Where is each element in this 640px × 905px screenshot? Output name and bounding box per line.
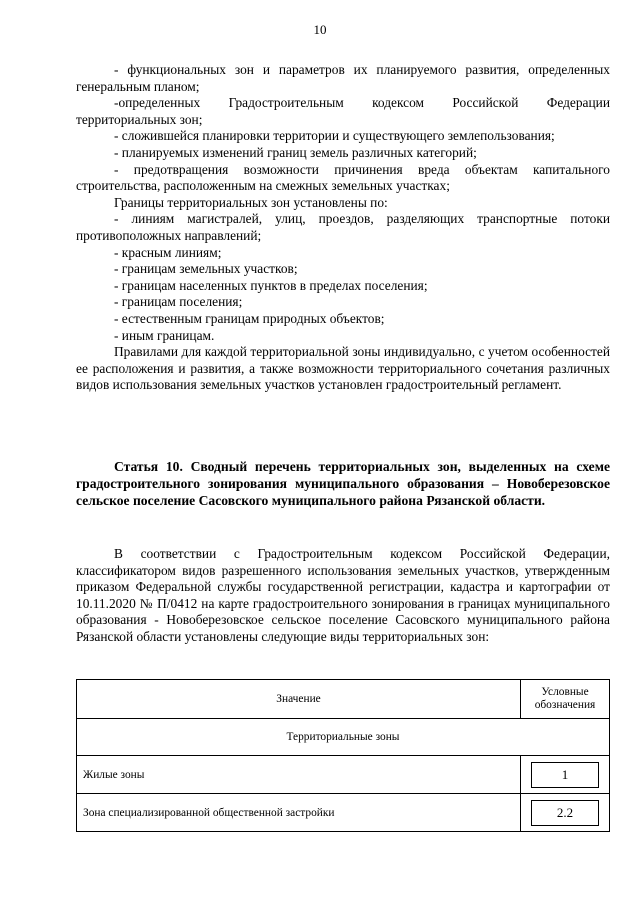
header-name: Значение <box>77 680 521 719</box>
zone-code: 1 <box>531 762 599 788</box>
list-item: - линиям магистралей, улиц, проездов, разделяющих транспортные потоки противоположных направлений; <box>76 211 610 243</box>
zones-table <box>76 679 610 832</box>
table-header-row <box>77 680 610 719</box>
list-item: -определенных Градостроительным кодексом Российской Федерации территориальных зон; <box>76 95 610 127</box>
table-row <box>77 756 610 794</box>
table-group-row <box>77 719 610 756</box>
list-item: - предотвращения возможности причинения вреда объектам капитального строительства, расположенным на смежных земельных участках; <box>76 161 610 194</box>
article-paragraph: В соответствии с Градостроительным кодексом Российской Федерации, классификатором видов разрешенного использования земельных участков, утвержденным приказом Федеральной службы государственной регистрации, кадастра и картографии от 10.11.2020 № П/0412 на карте градостроительного зонирования в границах муниципального образования - Новоберезовское сельское поселение Сасовского муниципального района Рязанской области установлены следующие виды территориальных зон: <box>76 546 610 644</box>
list-item: - границам земельных участков; <box>114 261 298 277</box>
list-item: - границам населенных пунктов в пределах поселения; <box>114 277 428 293</box>
list-item: - сложившейся планировки территории и существующего землепользования; <box>114 128 555 144</box>
table-row <box>77 794 610 832</box>
list-item: - красным линиям; <box>114 244 222 260</box>
zone-name: Зона специализированной общественной застройки <box>77 794 521 832</box>
list-item: - естественным границам природных объектов; <box>114 310 385 326</box>
zone-code-cell <box>521 794 610 832</box>
list-item: - функциональных зон и параметров их планируемого развития, определенных генеральным планом; <box>76 62 610 94</box>
list-item: - планируемых изменений границ земель различных категорий; <box>114 144 477 160</box>
page-number: 10 <box>313 22 327 37</box>
intro-section <box>76 62 610 394</box>
borders-intro: Границы территориальных зон установлены по: <box>114 194 388 210</box>
list-item: - границам поселения; <box>114 294 243 310</box>
article-section <box>76 546 610 646</box>
list-item: - иным границам. <box>114 327 215 343</box>
article-heading: Статья 10. Сводный перечень территориальных зон, выделенных на схеме градостроительного зонирования муниципального образования – Новоберезовское сельское поселение Сасовского муниципального района Рязанской области. <box>76 459 610 508</box>
group-title: Территориальные зоны <box>77 719 610 756</box>
regulation-paragraph: Правилами для каждой территориальной зоны индивидуально, с учетом особенностей ее расположения и развития, а также возможности территориального сочетания различных видов использования земельных участков установлен градостроительный регламент. <box>76 344 610 393</box>
zone-name: Жилые зоны <box>77 756 521 794</box>
header-symbol: Условные обозначения <box>521 680 610 719</box>
zone-code: 2.2 <box>531 800 599 826</box>
zone-code-cell <box>521 756 610 794</box>
